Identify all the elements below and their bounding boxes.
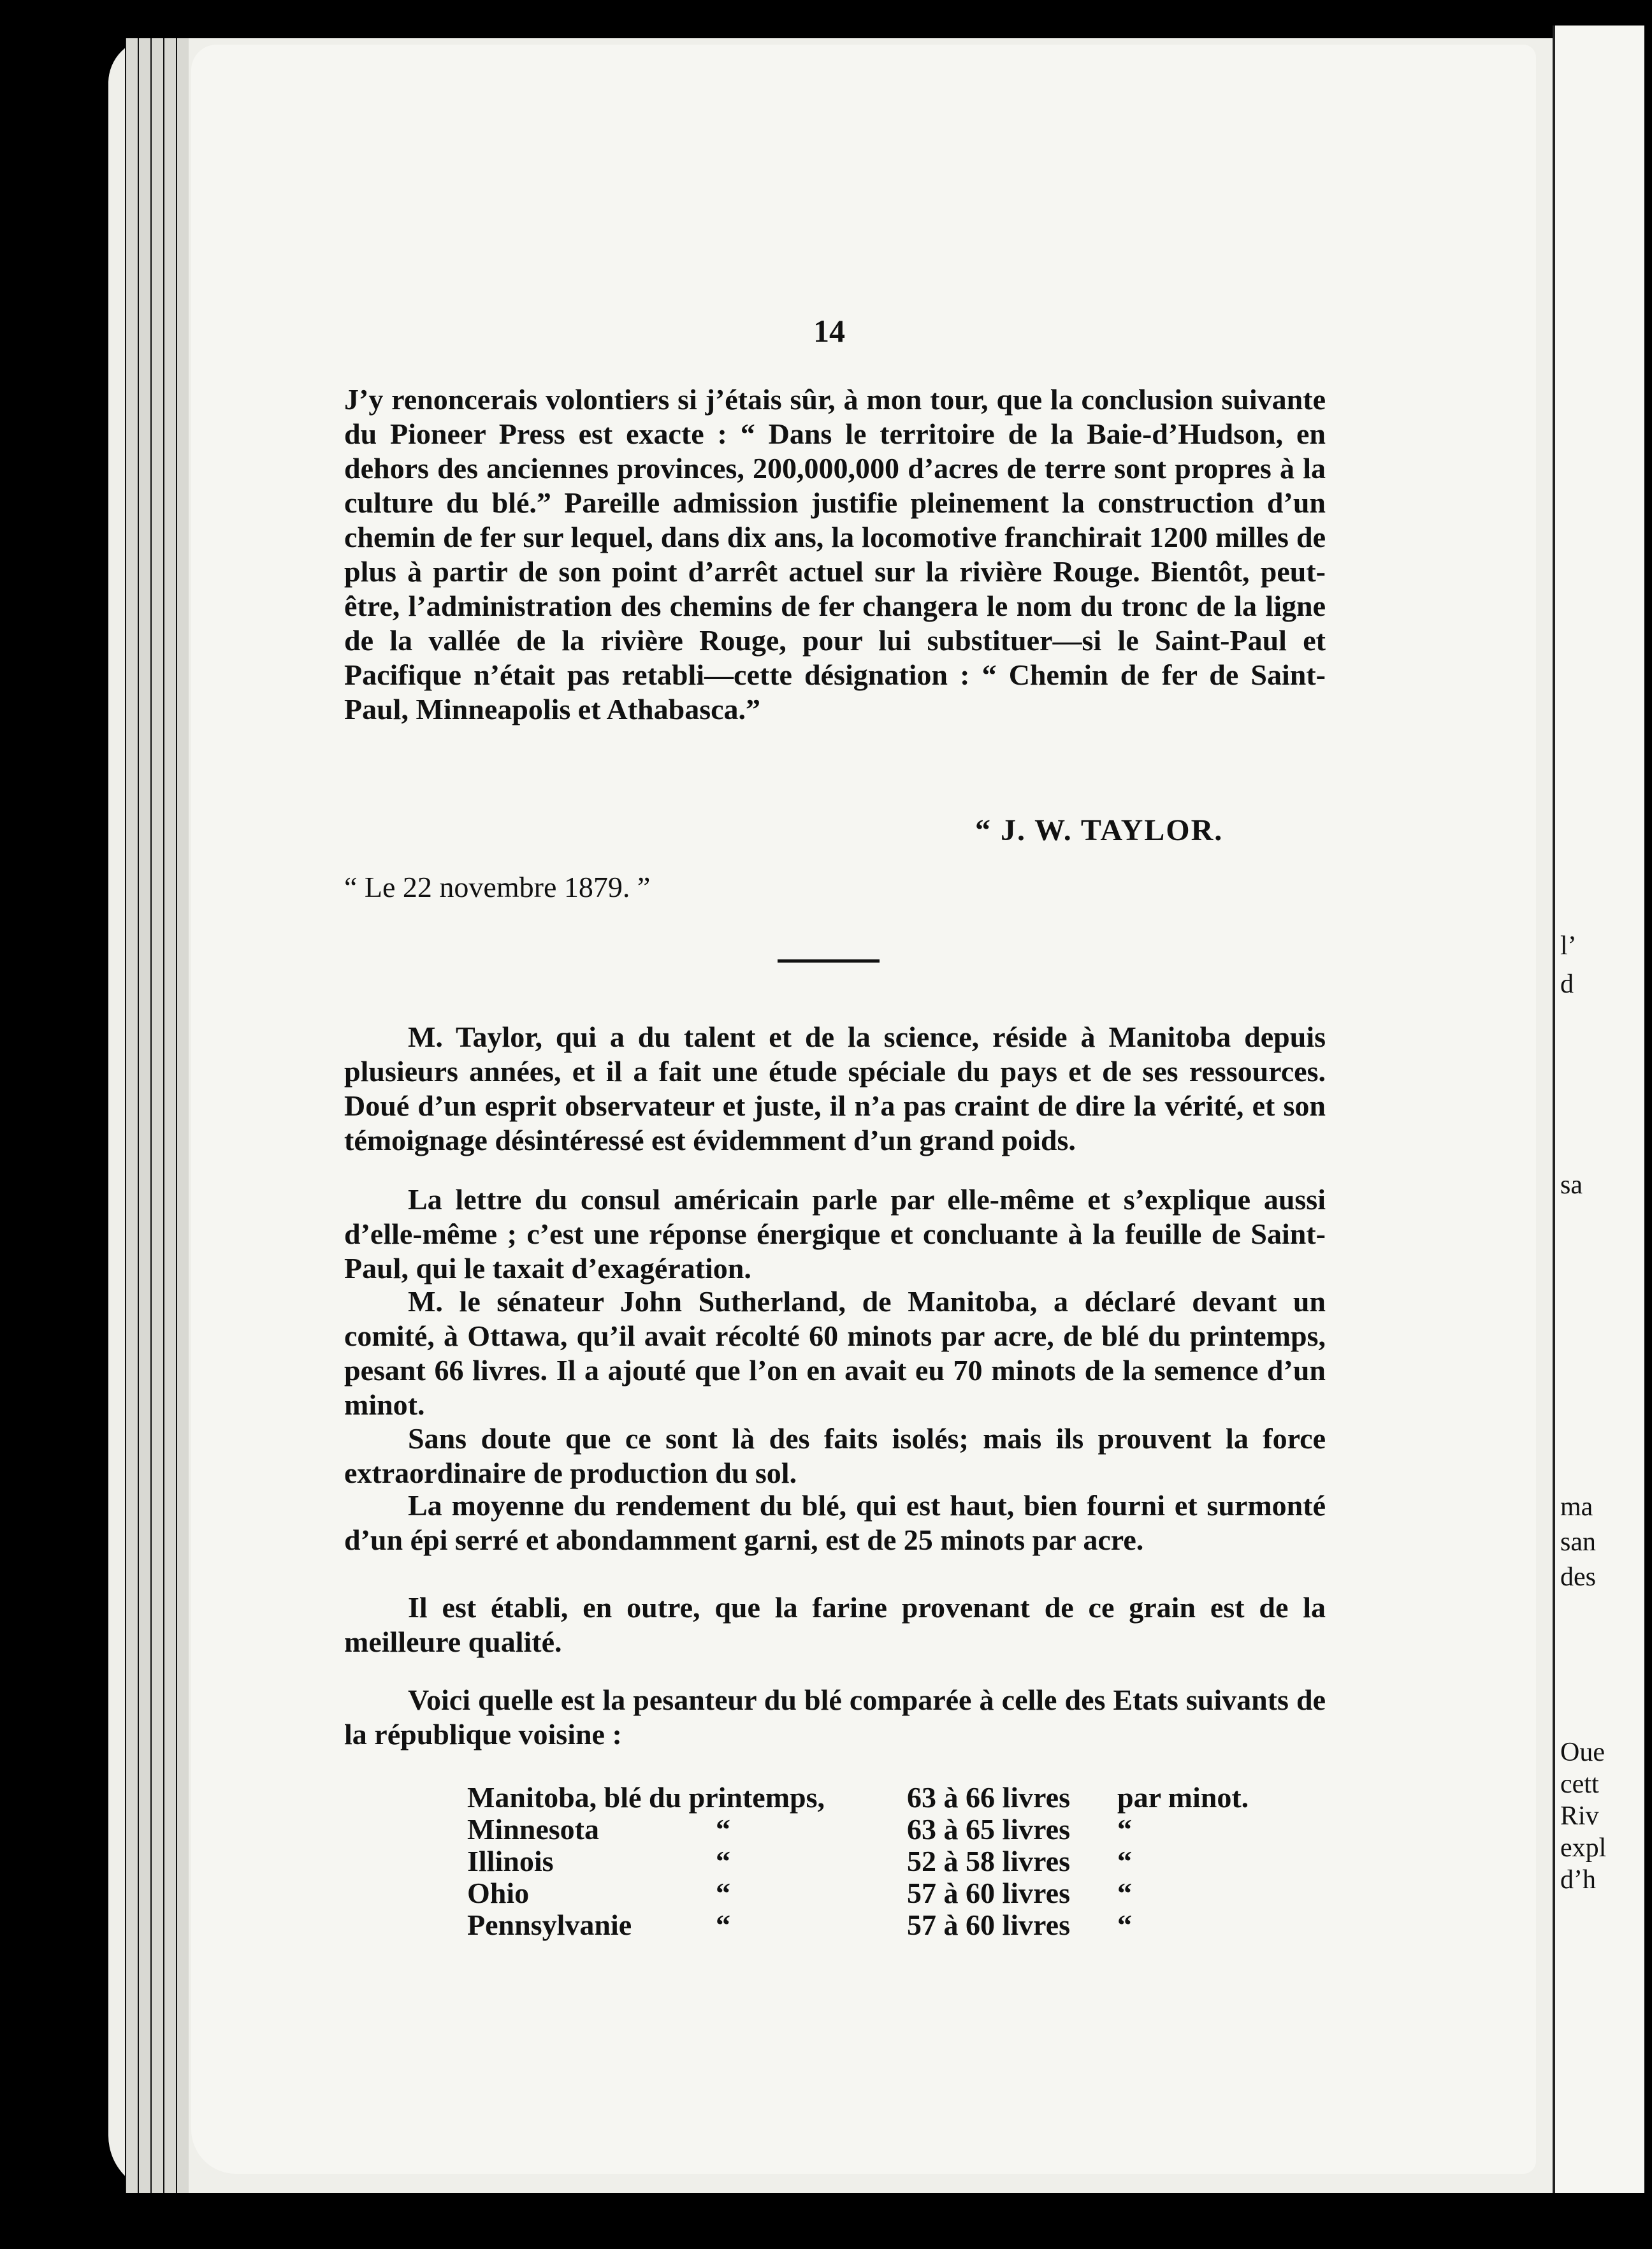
paragraph-3: La lettre du consul américain parle par elle-même et s’explique aussi d’elle-même ; c’est une réponse énergique et concluante à la feuille de Saint-Paul, qui le taxait d’exagération. [344,1183,1326,1285]
table-row [467,1782,1249,1814]
page-number: 14 [813,313,845,349]
table-cell: 52 à 58 livres [907,1845,1070,1877]
page-edge [176,38,189,2193]
next-page-fragment: san [1560,1527,1596,1557]
paragraph-7: Il est établi, en outre, que la farine provenant de ce grain est de la meilleure qualité. [344,1591,1326,1658]
next-page-fragment: ma [1560,1492,1593,1522]
next-page-fragment: Oue [1560,1738,1605,1767]
table-row [467,1877,1249,1909]
signature: “ J. W. TAYLOR. [975,813,1224,847]
table-cell: “ [716,1877,730,1909]
paragraph-4: M. le sénateur John Sutherland, de Manitoba, a déclaré devant un comité, à Ottawa, qu’il avait récolté 60 minots par acre, de blé du printemps, pesant 66 livres. Il a ajouté que l’on en avait eu 70 minots de la semence d’un minot. [344,1285,1326,1421]
paragraph-5: Sans doute que ce sont là des faits isolés; mais ils prouvent la force extraordinaire de production du sol. [344,1422,1326,1489]
table-cell: 57 à 60 livres [907,1877,1070,1909]
table-row [467,1909,1249,1941]
page-edge [150,38,163,2193]
table-cell: Illinois [467,1845,554,1877]
table-row [467,1814,1249,1845]
next-page-edge [1553,25,1644,2193]
table-cell: 57 à 60 livres [907,1909,1070,1941]
letter-date: “ Le 22 novembre 1879. ” [344,871,651,903]
next-page-fragment: Riv [1560,1801,1599,1831]
table-cell: 63 à 66 livres [907,1781,1070,1814]
table-cell: 63 à 65 livres [907,1813,1070,1845]
paragraph-8: Voici quelle est la pesanteur du blé comparée à celle des Etats suivants de la république voisine : [344,1684,1326,1750]
table-cell: Minnesota [467,1813,599,1845]
next-page-fragment: d’h [1560,1865,1596,1895]
table-cell: par minot. [1117,1781,1249,1814]
table-cell: “ [1117,1845,1132,1877]
paragraph-2: M. Taylor, qui a du talent et de la science, réside à Manitoba depuis plusieurs années, et il a fait une étude spéciale du pays et de ses ressources. Doué d’un esprit observateur et juste, il n’a pas craint de dire la vérité, et son témoignage désintéressé est évidemment d’un grand poids. [344,1021,1326,1156]
next-page-fragment: sa [1560,1170,1583,1200]
next-page-fragment: des [1560,1562,1596,1592]
wheat-weight-table [467,1782,1249,1941]
paragraph-6: La moyenne du rendement du blé, qui est haut, bien fourni et surmonté d’un épi serré et abondamment garni, est de 25 minots par acre. [344,1489,1326,1556]
table-cell: Ohio [467,1877,530,1909]
next-page-fragment: cett [1560,1770,1599,1799]
table-cell: “ [716,1909,730,1941]
table-row [467,1845,1249,1877]
table-cell: “ [716,1845,730,1877]
table-cell: Manitoba, blé du printemps, [467,1781,825,1814]
table-cell: “ [1117,1909,1132,1941]
page-edge [163,38,176,2193]
table-cell: “ [1117,1813,1132,1845]
next-page-fragment: l’ [1560,931,1577,961]
page-edge [125,38,138,2193]
page-edge [138,38,150,2193]
next-page-fragment: d [1560,970,1574,999]
table-cell: Pennsylvanie [467,1909,632,1941]
table-cell: “ [716,1813,730,1845]
table-cell: “ [1117,1877,1132,1909]
next-page-fragment: expl [1560,1833,1607,1863]
paragraph-1: J’y renoncerais volontiers si j’étais sûr, à mon tour, que la conclusion suivante du Pioneer Press est exacte : “ Dans le territoire de la Baie-d’Hudson, en dehors des anciennes provinces, 200,000,000 d’acres de terre sont propres à la culture du blé.” Pareille admission justifie pleinement la construction d’un chemin de fer sur lequel, dans dix ans, la locomotive franchirait 1200 milles de plus à partir de son point d’arrêt actuel sur la rivière Rouge. Bientôt, peut-être, l’administration des chemins de fer changera le nom du tronc de la ligne de la vallée de la rivière Rouge, pour lui substituer—si le Saint-Paul et Pacifique n’était pas retabli—cette désignation : “ Chemin de fer de Saint-Paul, Minneapolis et Athabasca.” [344,383,1326,725]
section-divider [778,959,880,963]
